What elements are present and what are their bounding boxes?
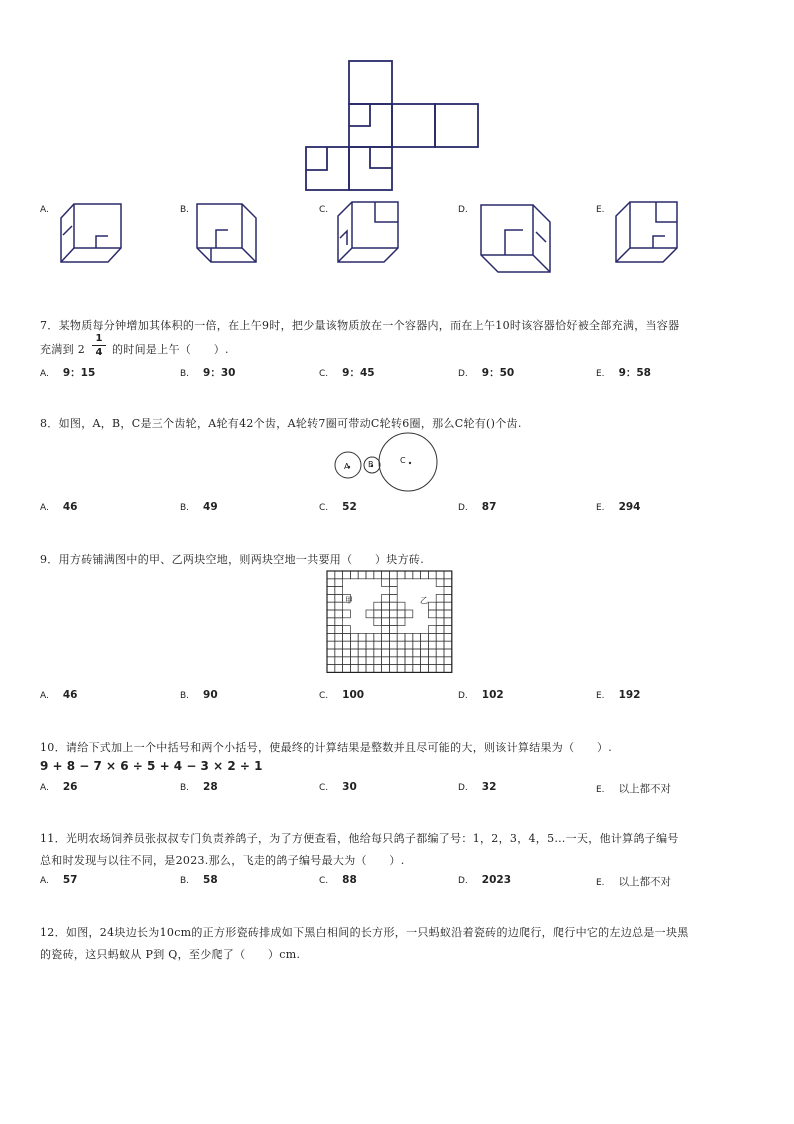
grid-tile [366, 641, 374, 649]
grid-tile [343, 626, 351, 634]
grid-tile [366, 571, 374, 579]
tile-grid-figure [326, 570, 454, 678]
grid-tile [374, 665, 382, 673]
grid-tile [382, 571, 390, 579]
q11-text-line1: 11．光明农场饲养员张叔叔专门负责养鸽子，为了方便查看，他给每只鸽子都编了号：1，2，3，4，5…一天，他计算鸽子编号 [40, 832, 679, 845]
grid-tile [405, 633, 413, 641]
grid-tile [436, 579, 444, 587]
grid-tile [382, 641, 390, 649]
gear-label-b: B [368, 460, 374, 469]
grid-tile [366, 657, 374, 665]
q7-option-b[interactable]: B. 9：30 [180, 367, 236, 379]
grid-tile [335, 657, 343, 665]
q10-option-d[interactable]: D. 32 [458, 781, 497, 793]
grid-tile [436, 618, 444, 626]
grid-tile [374, 633, 382, 641]
gear-label-a: A [344, 462, 350, 471]
grid-tile [405, 665, 413, 673]
grid-tile [382, 657, 390, 665]
grid-tile [397, 610, 405, 618]
grid-tile [358, 641, 366, 649]
grid-tile [413, 665, 421, 673]
net-face-top [349, 61, 392, 104]
q7-option-a[interactable]: A. 9：15 [40, 367, 96, 379]
grid-tile [382, 626, 390, 634]
grid-tile [436, 657, 444, 665]
grid-tile [444, 594, 452, 602]
net-mark-left [306, 147, 327, 170]
grid-tile [382, 649, 390, 657]
q11-option-e[interactable]: E. 以上都不对 [596, 876, 672, 888]
grid-tile [366, 649, 374, 657]
grid-tile [413, 633, 421, 641]
q8-option-a[interactable]: A. 46 [40, 501, 78, 513]
cube-option-b-figure [194, 200, 260, 266]
grid-tile [335, 587, 343, 595]
grid-tile [389, 633, 397, 641]
grid-tile [327, 657, 335, 665]
grid-tile [444, 579, 452, 587]
grid-tile [397, 649, 405, 657]
q9-option-e[interactable]: E. 192 [596, 689, 641, 701]
grid-tile [374, 657, 382, 665]
grid-tile [444, 641, 452, 649]
gear-c [379, 433, 437, 491]
grid-tile [327, 594, 335, 602]
q11-text-line2: 总和时发现与以往不同，是2023.那么，飞走的鸽子编号最大为（ ）. [40, 854, 405, 867]
grid-tile [428, 610, 436, 618]
grid-tile [389, 626, 397, 634]
grid-tile [428, 626, 436, 634]
cube-option-d-figure [478, 202, 553, 274]
grid-tile [421, 657, 429, 665]
grid-tile [444, 657, 452, 665]
q7-fraction-numerator: 1 [95, 333, 103, 344]
grid-tile [358, 571, 366, 579]
net-mark-bottom [370, 147, 392, 168]
region-label-jia: 甲 [345, 596, 353, 605]
grid-tile [327, 602, 335, 610]
grid-tile [350, 571, 358, 579]
grid-tile [397, 633, 405, 641]
q7-fraction-denominator: 4 [92, 345, 106, 359]
grid-tile [413, 657, 421, 665]
grid-tile [397, 657, 405, 665]
grid-tile [444, 610, 452, 618]
grid-tile [405, 641, 413, 649]
cube-option-e-figure [613, 198, 681, 266]
q9-option-c[interactable]: C. 100 [319, 689, 365, 701]
grid-tile [343, 610, 351, 618]
grid-tile [405, 610, 413, 618]
grid-tile [389, 618, 397, 626]
grid-tile [358, 665, 366, 673]
q11-option-d[interactable]: D. 2023 [458, 874, 512, 886]
grid-tile [358, 657, 366, 665]
grid-tile [389, 610, 397, 618]
grid-tile [436, 602, 444, 610]
q9-option-b[interactable]: B. 90 [180, 689, 218, 701]
grid-tile [327, 610, 335, 618]
q10-option-e[interactable]: E. 以上都不对 [596, 783, 672, 795]
region-label-yi: 乙 [420, 596, 428, 605]
grid-tile [374, 649, 382, 657]
grid-tile [436, 633, 444, 641]
q7-text-line1: 7．某物质每分钟增加其体积的一倍，在上午9时，把少量该物质放在一个容器内，而在上午10时该容器恰好被全部充满，当容器 [40, 319, 680, 332]
grid-tile [327, 641, 335, 649]
grid-tile [405, 657, 413, 665]
grid-tile [397, 571, 405, 579]
q7-fraction [92, 332, 106, 359]
grid-tile [397, 602, 405, 610]
grid-tile [327, 579, 335, 587]
grid-tile [389, 641, 397, 649]
grid-tile [374, 602, 382, 610]
q11-option-c[interactable]: C. 88 [319, 874, 357, 886]
grid-tile [343, 641, 351, 649]
grid-tile [382, 579, 390, 587]
grid-tile [389, 602, 397, 610]
grid-tile [436, 626, 444, 634]
grid-tile [335, 594, 343, 602]
grid-tile [382, 618, 390, 626]
grid-tile [444, 665, 452, 673]
grid-tile [421, 649, 429, 657]
grid-tile [335, 633, 343, 641]
grid-tile [374, 618, 382, 626]
q11-option-b[interactable]: B. 58 [180, 874, 218, 886]
grid-tile [343, 571, 351, 579]
q6-option-d[interactable]: D. [458, 205, 468, 215]
grid-tile [350, 649, 358, 657]
q8-text: 8．如图，A，B，C是三个齿轮，A轮有42个齿，A轮转7圈可带动C轮转6圈，那么C轮有()个齿. [40, 417, 522, 430]
grid-tile [358, 649, 366, 657]
grid-tile [327, 665, 335, 673]
grid-tile [428, 641, 436, 649]
grid-tile [335, 626, 343, 634]
grid-tile [444, 618, 452, 626]
grid-tile [444, 633, 452, 641]
grid-tile [421, 633, 429, 641]
grid-tile [389, 665, 397, 673]
grid-tile [436, 641, 444, 649]
q8-option-c[interactable]: C. 52 [319, 501, 357, 513]
q8-option-b[interactable]: B. 49 [180, 501, 218, 513]
grid-tile [350, 657, 358, 665]
grid-tile [413, 571, 421, 579]
grid-tile [421, 641, 429, 649]
grid-tile [335, 579, 343, 587]
grid-tile [389, 649, 397, 657]
grid-tile [335, 641, 343, 649]
grid-tile [436, 571, 444, 579]
grid-tile [327, 618, 335, 626]
grid-tile [335, 571, 343, 579]
grid-tile [436, 610, 444, 618]
q6-option-e[interactable]: E. [596, 205, 605, 215]
q11-option-a[interactable]: A. 57 [40, 874, 78, 886]
grid-tile [428, 649, 436, 657]
grid-tile [335, 602, 343, 610]
grid-tile [327, 626, 335, 634]
grid-tile [327, 633, 335, 641]
grid-tile [389, 571, 397, 579]
grid-tile [335, 610, 343, 618]
grid-tile [343, 633, 351, 641]
q9-option-d[interactable]: D. 102 [458, 689, 504, 701]
grid-tile [421, 665, 429, 673]
grid-tile [389, 587, 397, 595]
grid-tile [382, 610, 390, 618]
grid-tile [444, 571, 452, 579]
q7-option-d[interactable]: D. 9：50 [458, 367, 515, 379]
grid-tile [397, 665, 405, 673]
grid-tile [405, 649, 413, 657]
grid-tile [350, 633, 358, 641]
grid-tile [343, 649, 351, 657]
grid-tile [366, 610, 374, 618]
q6-option-a[interactable]: A. [40, 205, 49, 215]
q6-option-b[interactable]: B. [180, 205, 190, 215]
net-mark-middle [349, 104, 370, 126]
q10-text: 10．请给下式加上一个中括号和两个小括号，使最终的计算结果是整数并且尽可能的大，则该计算结果为（ ）. [40, 741, 613, 754]
grid-tile [335, 665, 343, 673]
grid-tile [428, 602, 436, 610]
grid-tile [436, 649, 444, 657]
q7-option-c[interactable]: C. 9：45 [319, 367, 375, 379]
grid-tile [374, 641, 382, 649]
grid-tile [366, 665, 374, 673]
grid-tile [436, 594, 444, 602]
grid-tile [405, 571, 413, 579]
cube-net-figure [300, 58, 485, 196]
grid-tile [428, 657, 436, 665]
q10-option-c[interactable]: C. 30 [319, 781, 357, 793]
q10-option-a[interactable]: A. 26 [40, 781, 78, 793]
q12-text-line1: 12．如图，24块边长为10cm的正方形瓷砖排成如下黑白相间的长方形，一只蚂蚁沿着瓷砖的边爬行，爬行中它的左边总是一块黑 [40, 926, 689, 939]
q10-expression: 9 + 8 − 7 × 6 ÷ 5 + 4 − 3 × 2 ÷ 1 [40, 759, 263, 773]
q9-option-a[interactable]: A. 46 [40, 689, 78, 701]
grid-tile [389, 657, 397, 665]
q8-option-e[interactable]: E. 294 [596, 501, 641, 513]
grid-tile [413, 649, 421, 657]
q10-option-b[interactable]: B. 28 [180, 781, 218, 793]
grid-tile [327, 587, 335, 595]
q8-option-d[interactable]: D. 87 [458, 501, 497, 513]
grid-tile [413, 641, 421, 649]
q12-text-line2: 的瓷砖，这只蚂蚁从 P到 Q，至少爬了（ ）cm. [40, 948, 301, 961]
grid-tile [382, 602, 390, 610]
grid-tile [382, 665, 390, 673]
grid-tile [358, 633, 366, 641]
grid-tile [335, 618, 343, 626]
grid-tile [389, 579, 397, 587]
grid-tile [382, 633, 390, 641]
grid-tile [343, 657, 351, 665]
grid-tile [327, 649, 335, 657]
grid-tile [436, 665, 444, 673]
grid-tile [389, 594, 397, 602]
grid-tile [428, 633, 436, 641]
cube-option-a-figure [58, 200, 126, 266]
q6-option-c[interactable]: C. [319, 205, 329, 215]
grid-tile [397, 641, 405, 649]
net-face-right2 [435, 104, 478, 147]
grid-tile [428, 571, 436, 579]
net-face-right1 [392, 104, 435, 147]
grid-tile [350, 665, 358, 673]
q7-text-line2-prefix: 充满到 2 [40, 343, 85, 356]
grid-tile [335, 649, 343, 657]
gear-label-c: C [400, 456, 406, 465]
grid-tile [366, 633, 374, 641]
grid-tile [350, 641, 358, 649]
q7-text-line2-suffix: 的时间是上午（ ）. [112, 343, 229, 356]
grid-tile [343, 665, 351, 673]
grid-tile [397, 618, 405, 626]
grid-tile [374, 571, 382, 579]
cube-option-c-figure [335, 198, 401, 266]
grid-tile [444, 602, 452, 610]
grid-tile [444, 626, 452, 634]
q9-text: 9．用方砖铺满图中的甲、乙两块空地，则两块空地一共要用（ ）块方砖. [40, 553, 424, 566]
grid-tile [421, 571, 429, 579]
grid-tile [374, 610, 382, 618]
grid-tile [327, 571, 335, 579]
grid-tile [444, 649, 452, 657]
grid-tile [444, 587, 452, 595]
grid-tile [382, 594, 390, 602]
q7-option-e[interactable]: E. 9：58 [596, 367, 651, 379]
grid-tile [428, 665, 436, 673]
